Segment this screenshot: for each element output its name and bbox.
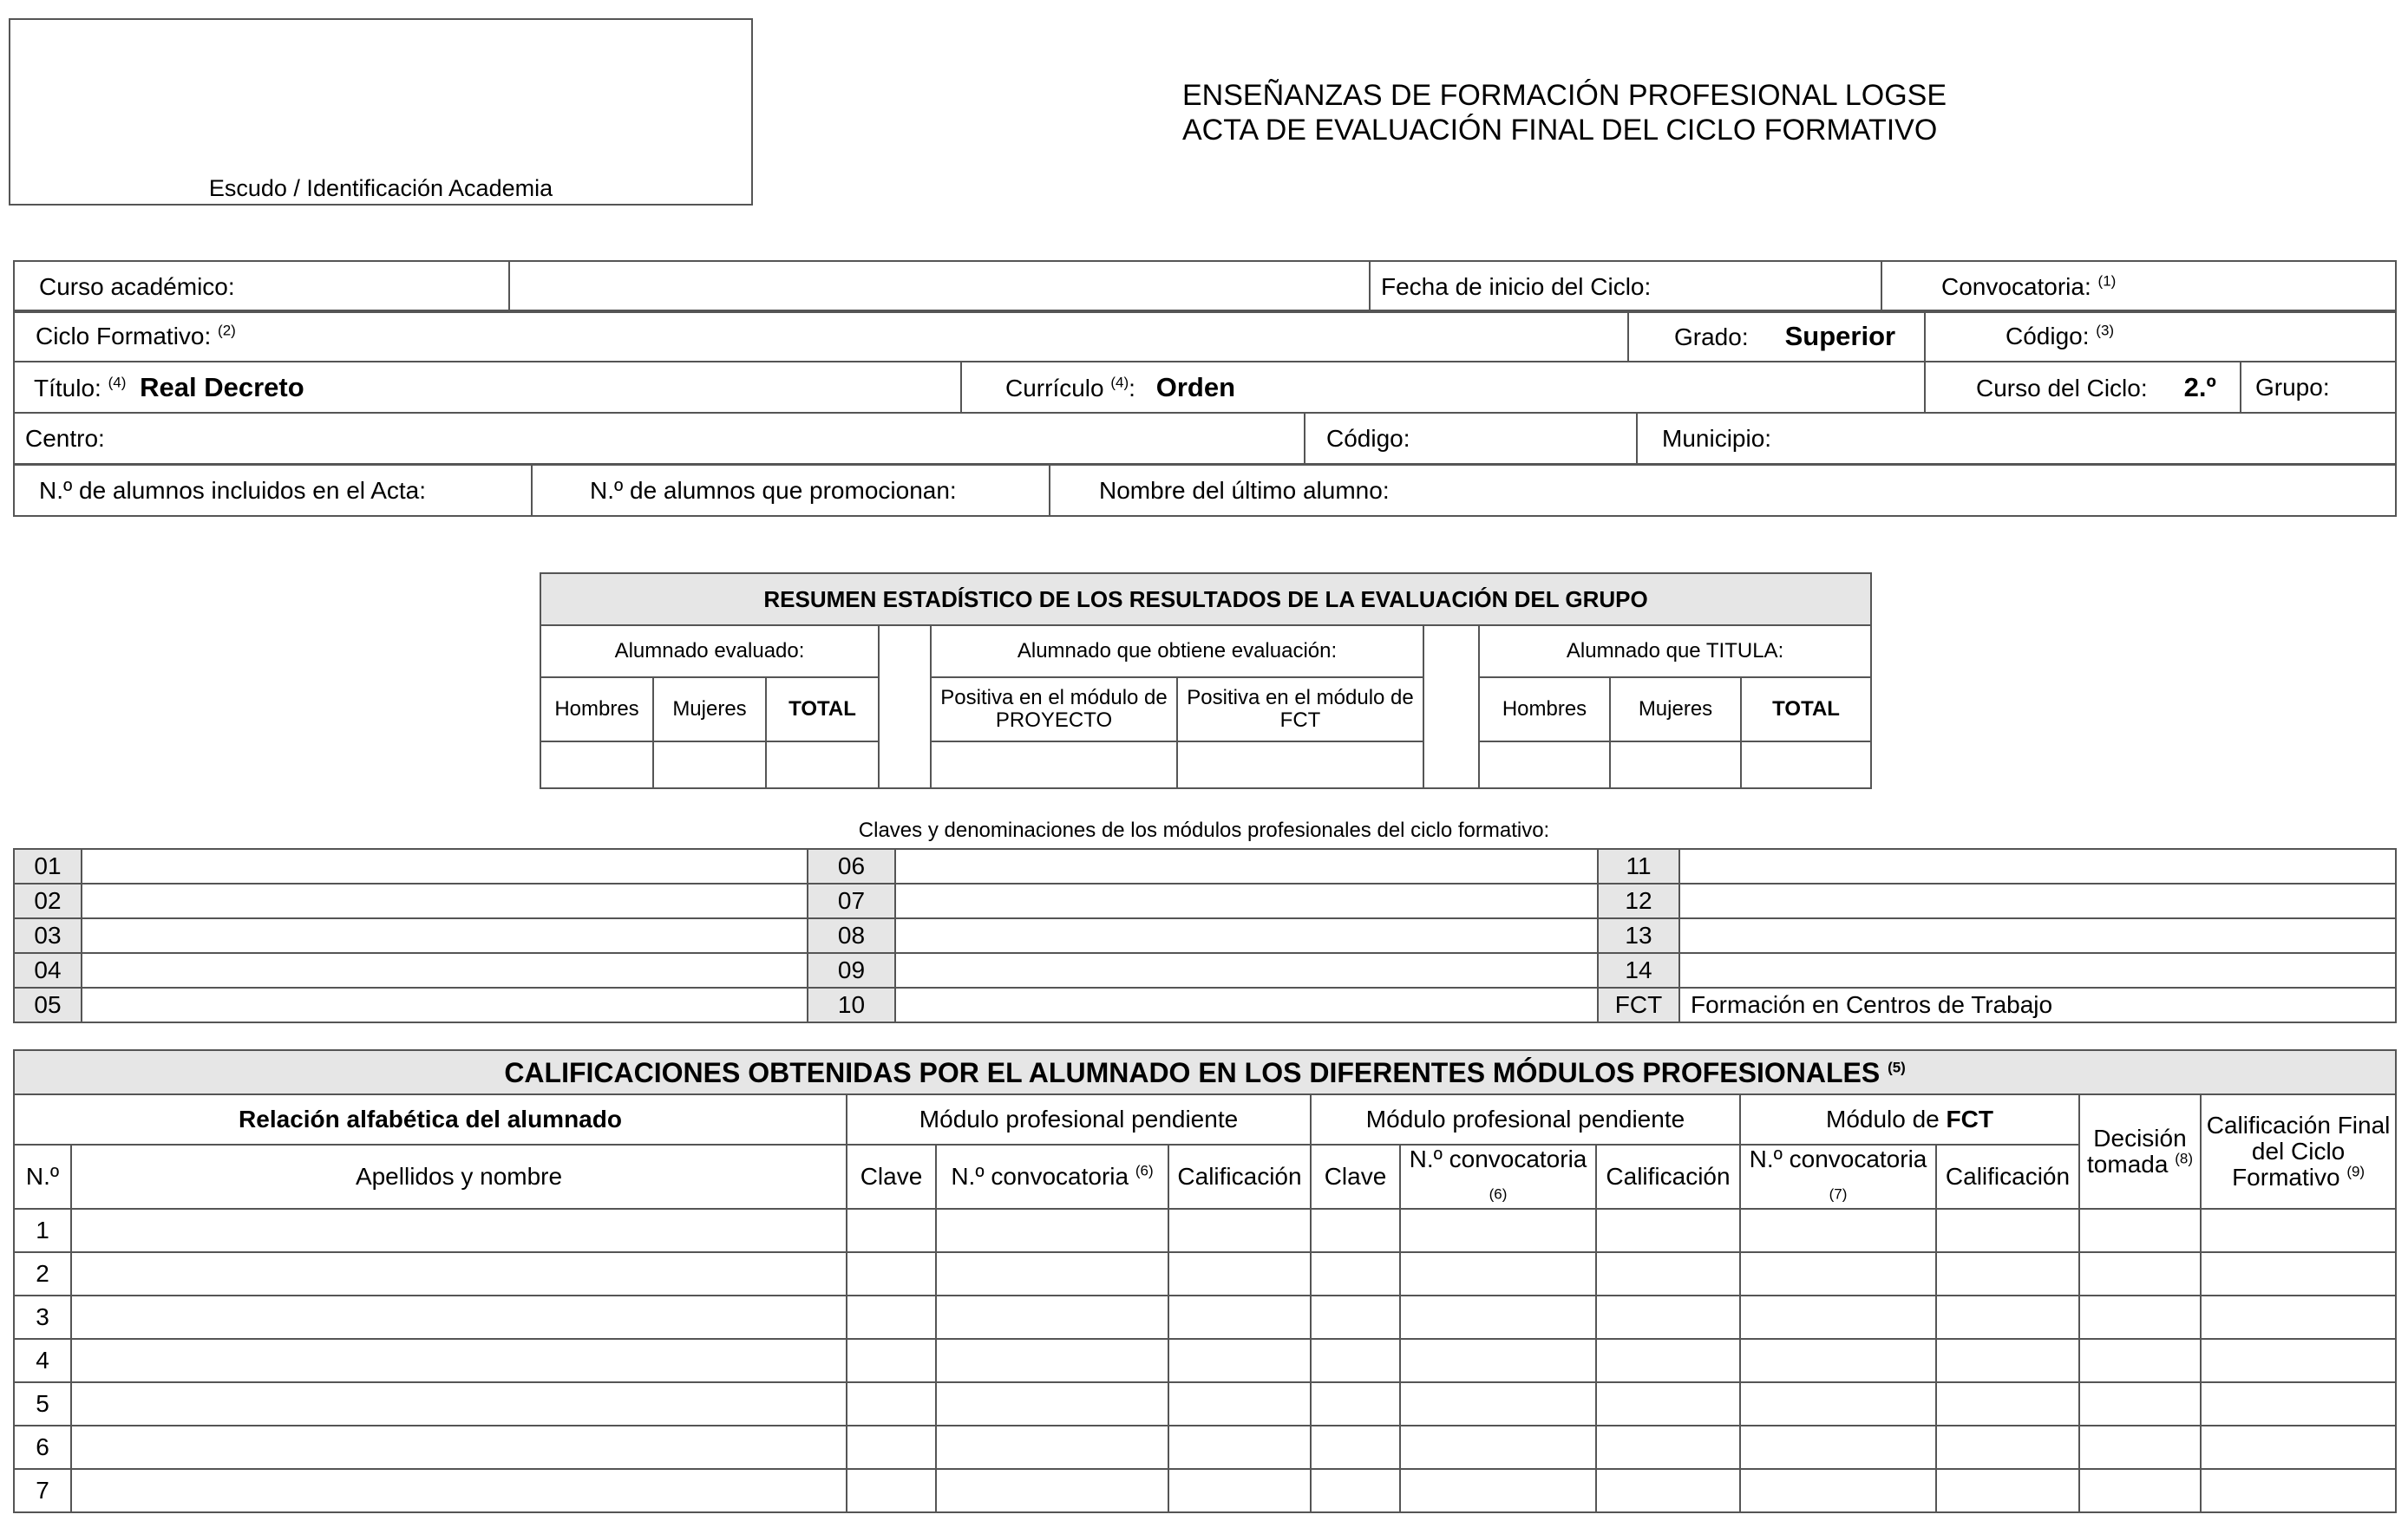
grade-cell[interactable]	[1311, 1339, 1400, 1382]
grade-cell[interactable]	[1311, 1209, 1400, 1252]
conv-note-2: (6)	[1489, 1185, 1508, 1203]
titulo-cell[interactable]	[14, 362, 961, 413]
curriculo-value: Orden	[1155, 371, 1236, 402]
evaluado-total: TOTAL	[766, 677, 879, 741]
titula-hombres: Hombres	[1479, 677, 1610, 741]
module-name[interactable]	[1679, 918, 2396, 953]
module-code: 10	[808, 988, 895, 1022]
row-number: 1	[14, 1209, 71, 1252]
grupo-cell[interactable]	[2241, 362, 2396, 413]
conv-header-1	[936, 1145, 1168, 1209]
convocatoria-note: (1)	[2097, 272, 2117, 290]
conv-header-2	[1400, 1145, 1596, 1209]
grade-cell[interactable]	[1936, 1252, 2079, 1296]
grade-cell[interactable]	[1168, 1382, 1311, 1426]
codigo-note: (3)	[2096, 322, 2115, 339]
grado-cell	[1628, 310, 1925, 362]
conv-header-fct	[1740, 1145, 1936, 1209]
module-code: 03	[14, 918, 82, 953]
title-line-1: ENSEÑANZAS DE FORMACIÓN PROFESIONAL LOGSE	[1182, 79, 1947, 112]
titula-mujeres: Mujeres	[1610, 677, 1741, 741]
stats-gap-1	[879, 625, 931, 788]
grade-cell[interactable]	[936, 1339, 1168, 1382]
clave-header-1: Clave	[847, 1145, 936, 1209]
grade-cell[interactable]	[1740, 1296, 1936, 1339]
info-row-4	[13, 412, 2397, 465]
convocatoria-cell[interactable]	[1881, 261, 2396, 312]
logo-label: Escudo / Identificación Academia	[208, 175, 553, 201]
fct-bold: FCT	[1946, 1106, 1993, 1133]
calif-header-1: Calificación	[1168, 1145, 1311, 1209]
apellidos-header: Apellidos y nombre	[71, 1145, 847, 1209]
grade-cell[interactable]	[1740, 1252, 1936, 1296]
municipio-label: Municipio:	[1662, 424, 1772, 452]
ciclo-formativo-label: Ciclo Formativo:	[36, 322, 212, 349]
grade-cell[interactable]	[847, 1382, 936, 1426]
conv-text-fct: N.º convocatoria	[1749, 1145, 1927, 1172]
info-row-2	[13, 310, 2397, 362]
module-row	[14, 918, 2396, 953]
module-name[interactable]	[1679, 953, 2396, 988]
module-code: 07	[808, 884, 895, 918]
grade-cell[interactable]	[2201, 1426, 2396, 1469]
grade-cell[interactable]	[847, 1339, 936, 1382]
module-name[interactable]	[82, 884, 808, 918]
grade-cell[interactable]	[1596, 1469, 1740, 1512]
stats-input[interactable]	[1741, 741, 1871, 788]
table-row	[14, 1426, 2396, 1469]
logo-box	[9, 18, 753, 206]
grade-cell[interactable]	[1311, 1382, 1400, 1426]
grade-cell[interactable]	[1596, 1382, 1740, 1426]
pendiente-header-1: Módulo profesional pendiente	[847, 1094, 1311, 1145]
grade-cell[interactable]	[71, 1382, 847, 1426]
module-name[interactable]	[895, 849, 1598, 884]
titulo-value: Real Decreto	[140, 371, 304, 402]
grade-cell[interactable]	[2079, 1252, 2201, 1296]
fecha-inicio-label: Fecha de inicio del Ciclo:	[1370, 261, 1881, 312]
codigo-ciclo-label: Código:	[2006, 322, 2090, 349]
grado-value: Superior	[1784, 320, 1896, 351]
grade-cell[interactable]	[2079, 1339, 2201, 1382]
grade-cell[interactable]	[936, 1296, 1168, 1339]
ultimo-alumno-label: Nombre del último alumno:	[1099, 476, 1390, 504]
grade-cell[interactable]	[1936, 1209, 2079, 1252]
modules-caption: Claves y denominaciones de los módulos profesionales del ciclo formativo:	[858, 819, 1550, 842]
module-code: 06	[808, 849, 895, 884]
grade-cell[interactable]	[1168, 1339, 1311, 1382]
grade-cell[interactable]	[1400, 1382, 1596, 1426]
grade-cell[interactable]	[847, 1469, 936, 1512]
titulo-label: Título:	[34, 374, 101, 401]
calif-final-note: (9)	[2346, 1163, 2365, 1180]
grade-cell[interactable]	[2079, 1296, 2201, 1339]
curriculo-cell[interactable]	[961, 362, 1925, 413]
grade-cell[interactable]	[1311, 1296, 1400, 1339]
conv-text-2: N.º convocatoria	[1409, 1145, 1587, 1172]
grade-cell[interactable]	[2201, 1339, 2396, 1382]
grade-cell[interactable]	[1168, 1209, 1311, 1252]
evaluado-mujeres: Mujeres	[653, 677, 766, 741]
n-promocionan-cell[interactable]	[532, 465, 1050, 516]
centro-label: Centro:	[25, 424, 105, 452]
table-row	[14, 1252, 2396, 1296]
stats-input[interactable]	[1479, 741, 1610, 788]
grade-cell[interactable]	[2079, 1209, 2201, 1252]
info-row-1	[13, 260, 2397, 313]
module-name[interactable]	[82, 953, 808, 988]
grades-title	[14, 1050, 2396, 1094]
grade-cell[interactable]	[936, 1469, 1168, 1512]
module-row	[14, 988, 2396, 1022]
module-row	[14, 849, 2396, 884]
centro-cell[interactable]	[14, 413, 1305, 464]
module-name[interactable]	[82, 849, 808, 884]
module-code: 05	[14, 988, 82, 1022]
grades-title-note: (5)	[1888, 1058, 1906, 1075]
module-code: 14	[1598, 953, 1679, 988]
grade-cell[interactable]	[1596, 1296, 1740, 1339]
grade-cell[interactable]	[71, 1252, 847, 1296]
titula-total: TOTAL	[1741, 677, 1871, 741]
row-number: 2	[14, 1252, 71, 1296]
row-number: 5	[14, 1382, 71, 1426]
grade-cell[interactable]	[1168, 1252, 1311, 1296]
grade-cell[interactable]	[71, 1469, 847, 1512]
grade-cell[interactable]	[2201, 1296, 2396, 1339]
decision-header	[2079, 1094, 2201, 1209]
stats-input[interactable]	[1610, 741, 1741, 788]
info-row-3	[13, 361, 2397, 414]
table-row	[14, 1469, 2396, 1512]
grade-cell[interactable]	[2201, 1209, 2396, 1252]
grade-cell[interactable]	[1311, 1252, 1400, 1296]
table-row	[14, 1209, 2396, 1252]
grade-cell[interactable]	[1168, 1469, 1311, 1512]
stats-input[interactable]	[766, 741, 879, 788]
module-code: 04	[14, 953, 82, 988]
module-code: 11	[1598, 849, 1679, 884]
grade-cell[interactable]	[1740, 1382, 1936, 1426]
stats-table	[540, 572, 1872, 789]
module-code: 08	[808, 918, 895, 953]
row-number: 4	[14, 1339, 71, 1382]
grade-cell[interactable]	[1596, 1339, 1740, 1382]
grade-cell[interactable]	[936, 1382, 1168, 1426]
grade-cell[interactable]	[1168, 1426, 1311, 1469]
fct-prefix: Módulo de	[1826, 1106, 1940, 1133]
grade-cell[interactable]	[1740, 1209, 1936, 1252]
n-promocionan-label: N.º de alumnos que promocionan:	[590, 476, 957, 504]
grade-cell[interactable]	[847, 1209, 936, 1252]
stats-input[interactable]	[1177, 741, 1423, 788]
calif-header-fct: Calificación	[1936, 1145, 2079, 1209]
curso-ciclo-label: Curso del Ciclo:	[1976, 374, 2148, 401]
ciclo-formativo-cell[interactable]	[14, 310, 1628, 362]
curso-academico-label: Curso académico:	[14, 261, 509, 312]
grade-cell[interactable]	[1740, 1426, 1936, 1469]
curso-academico-field[interactable]	[509, 261, 1370, 312]
decision-text: Decisión tomada	[2087, 1125, 2187, 1178]
n-alumnos-label: N.º de alumnos incluidos en el Acta:	[39, 476, 427, 504]
grade-cell[interactable]	[2079, 1382, 2201, 1426]
module-name[interactable]	[82, 988, 808, 1022]
codigo-centro-label: Código:	[1326, 424, 1410, 452]
table-row	[14, 1296, 2396, 1339]
calif-header-2: Calificación	[1596, 1145, 1740, 1209]
grade-cell[interactable]	[1311, 1469, 1400, 1512]
evaluado-header: Alumnado evaluado:	[540, 625, 879, 677]
grade-cell[interactable]	[847, 1252, 936, 1296]
evaluado-hombres: Hombres	[540, 677, 653, 741]
grade-cell[interactable]	[2201, 1469, 2396, 1512]
grado-label: Grado:	[1674, 323, 1749, 350]
grade-cell[interactable]	[1400, 1339, 1596, 1382]
grade-cell[interactable]	[1168, 1296, 1311, 1339]
codigo-centro-cell[interactable]	[1305, 413, 1637, 464]
module-name[interactable]	[895, 918, 1598, 953]
grade-cell[interactable]	[1936, 1382, 2079, 1426]
curso-ciclo-value: 2.º	[2183, 371, 2216, 402]
info-row-5	[13, 464, 2397, 517]
relacion-header: Relación alfabética del alumnado	[14, 1094, 847, 1145]
grade-cell[interactable]	[1936, 1469, 2079, 1512]
grade-cell[interactable]	[2201, 1382, 2396, 1426]
grade-cell[interactable]	[1400, 1296, 1596, 1339]
conv-note-fct: (7)	[1829, 1185, 1848, 1203]
proyecto-header: Positiva en el módulo de PROYECTO	[931, 677, 1177, 741]
grade-cell[interactable]	[936, 1426, 1168, 1469]
codigo-ciclo-cell[interactable]	[1925, 310, 2396, 362]
ultimo-alumno-cell[interactable]	[1050, 465, 2396, 516]
module-code: 12	[1598, 884, 1679, 918]
grade-cell[interactable]	[2079, 1469, 2201, 1512]
module-row	[14, 884, 2396, 918]
module-code: 01	[14, 849, 82, 884]
stats-input[interactable]	[540, 741, 653, 788]
row-number: 6	[14, 1426, 71, 1469]
fct-module-header	[1740, 1094, 2079, 1145]
curriculo-label: Currículo	[1005, 374, 1104, 401]
grade-cell[interactable]	[847, 1426, 936, 1469]
module-code: FCT	[1598, 988, 1679, 1022]
module-code: 02	[14, 884, 82, 918]
clave-header-2: Clave	[1311, 1145, 1400, 1209]
n-header: N.º	[14, 1145, 71, 1209]
grade-cell[interactable]	[1400, 1426, 1596, 1469]
grade-cell[interactable]	[1740, 1469, 1936, 1512]
module-row	[14, 953, 2396, 988]
row-number: 7	[14, 1469, 71, 1512]
grade-cell[interactable]	[847, 1296, 936, 1339]
conv-text-1: N.º convocatoria	[951, 1163, 1129, 1190]
module-name[interactable]	[895, 953, 1598, 988]
n-alumnos-cell[interactable]	[14, 465, 532, 516]
grade-cell[interactable]	[1936, 1339, 2079, 1382]
obtiene-header: Alumnado que obtiene evaluación:	[931, 625, 1423, 677]
stats-gap-2	[1423, 625, 1479, 788]
ciclo-note: (2)	[218, 322, 236, 339]
titula-header: Alumnado que TITULA:	[1479, 625, 1871, 677]
grade-cell[interactable]	[1596, 1252, 1740, 1296]
module-name[interactable]	[895, 988, 1598, 1022]
grade-cell[interactable]	[1400, 1252, 1596, 1296]
grade-cell[interactable]	[2201, 1252, 2396, 1296]
curso-ciclo-cell	[1925, 362, 2241, 413]
municipio-cell[interactable]	[1637, 413, 2396, 464]
grade-cell[interactable]	[936, 1252, 1168, 1296]
grades-table	[13, 1049, 2397, 1513]
table-row	[14, 1382, 2396, 1426]
grade-cell[interactable]	[71, 1426, 847, 1469]
pendiente-header-2: Módulo profesional pendiente	[1311, 1094, 1740, 1145]
modules-table	[13, 848, 2397, 1023]
grade-cell[interactable]	[71, 1296, 847, 1339]
table-row	[14, 1339, 2396, 1382]
grade-cell[interactable]	[1596, 1426, 1740, 1469]
stats-title: RESUMEN ESTADÍSTICO DE LOS RESULTADOS DE LA EVALUACIÓN DEL GRUPO	[540, 573, 1871, 625]
stats-input[interactable]	[931, 741, 1177, 788]
fct-header: Positiva en el módulo de FCT	[1177, 677, 1423, 741]
row-number: 3	[14, 1296, 71, 1339]
curriculo-sep: :	[1129, 374, 1135, 401]
grade-cell[interactable]	[71, 1209, 847, 1252]
curriculo-note: (4)	[1110, 374, 1129, 391]
grade-cell[interactable]	[936, 1209, 1168, 1252]
module-code: 13	[1598, 918, 1679, 953]
grades-title-text: CALIFICACIONES OBTENIDAS POR EL ALUMNADO EN LOS DIFERENTES MÓDULOS PROFESIONALES	[504, 1056, 1881, 1088]
convocatoria-label: Convocatoria:	[1941, 272, 2091, 300]
calif-final-header	[2201, 1094, 2396, 1209]
module-name[interactable]	[1679, 884, 2396, 918]
page-title	[1182, 78, 1947, 147]
grade-cell[interactable]	[1936, 1296, 2079, 1339]
grade-cell[interactable]	[1740, 1339, 1936, 1382]
grade-cell[interactable]	[1596, 1209, 1740, 1252]
decision-note: (8)	[2175, 1150, 2193, 1167]
grade-cell[interactable]	[1400, 1209, 1596, 1252]
module-name[interactable]	[895, 884, 1598, 918]
grupo-label: Grupo:	[2255, 373, 2330, 401]
module-name[interactable]	[1679, 849, 2396, 884]
grade-cell[interactable]	[1936, 1426, 2079, 1469]
conv-note-1: (6)	[1135, 1162, 1154, 1179]
grade-cell[interactable]	[1311, 1426, 1400, 1469]
title-line-2: ACTA DE EVALUACIÓN FINAL DEL CICLO FORMATIVO	[1182, 114, 1938, 147]
grade-cell[interactable]	[71, 1339, 847, 1382]
module-name[interactable]	[82, 918, 808, 953]
stats-input[interactable]	[653, 741, 766, 788]
grade-cell[interactable]	[1400, 1469, 1596, 1512]
titulo-note: (4)	[108, 374, 127, 391]
module-code: 09	[808, 953, 895, 988]
grade-cell[interactable]	[2079, 1426, 2201, 1469]
calif-final-text: Calificación Final del Ciclo Formativo	[2206, 1112, 2391, 1191]
module-name[interactable]: Formación en Centros de Trabajo	[1679, 988, 2396, 1022]
